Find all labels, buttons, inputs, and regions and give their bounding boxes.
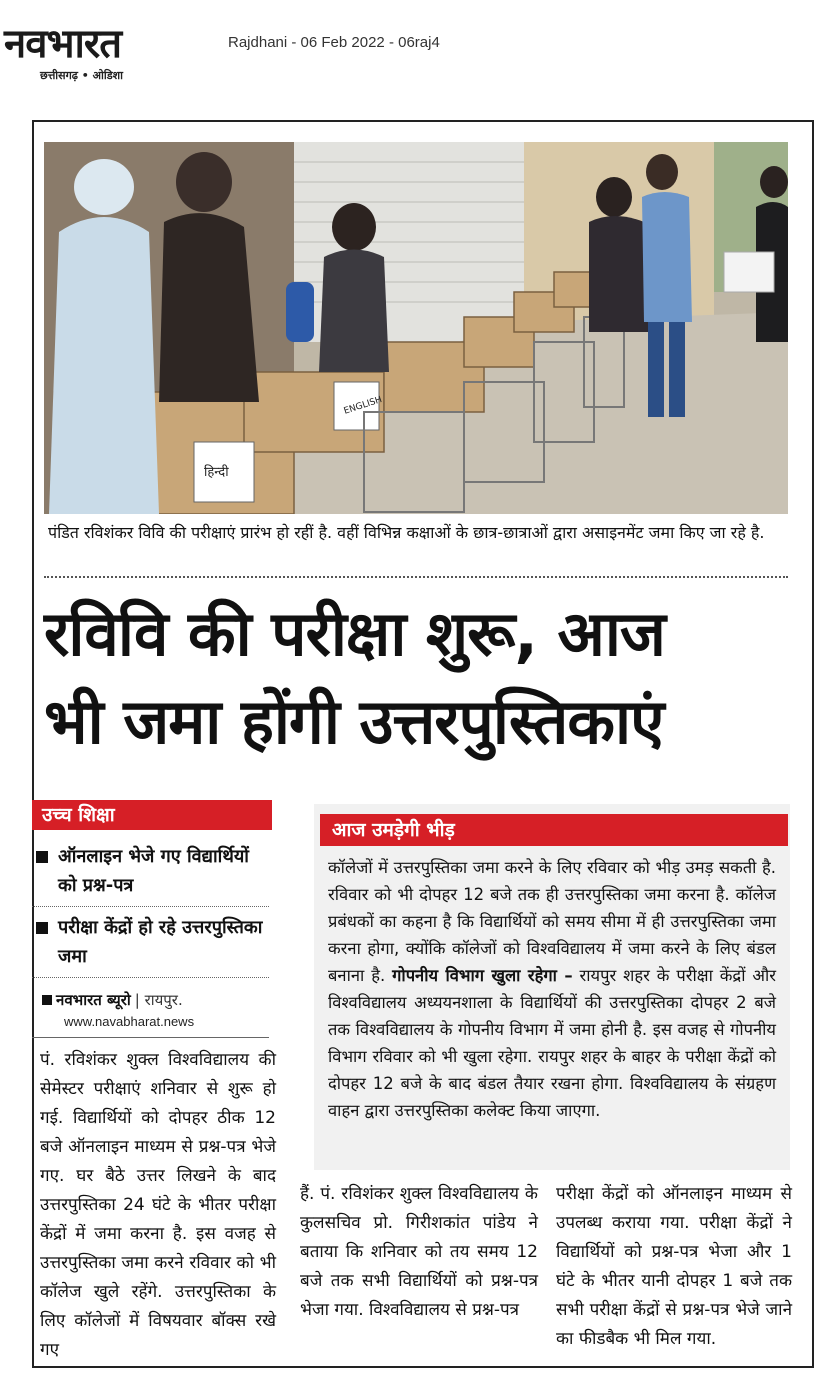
highlight-text: ऑनलाइन भेजे गए विद्यार्थियों को प्रश्न-पत्र: [58, 846, 249, 896]
sign-english: ENGLISH: [342, 394, 384, 417]
masthead: [0, 0, 822, 112]
section-tag: उच्च शिक्षा: [32, 800, 272, 830]
side-story-subhead: गोपनीय विभाग खुला रहेगा –: [392, 966, 573, 985]
edition-info: Rajdhani - 06 Feb 2022 - 06raj4: [228, 34, 440, 51]
highlights-list: [32, 836, 277, 978]
highlight-text: परीक्षा केंद्रों हो रहे उत्तरपुस्तिका जमा: [58, 917, 263, 967]
article-paragraph-left: पं. रविशंकर शुक्ल विश्वविद्यालय की सेमेस्टर परीक्षाएं शनिवार से शुरू हो गई. विद्यार्थियों को दोपहर ठीक 12 बजे ऑनलाइन माध्यम से प्रश्न-पत्र भेजे गए. घर बैठे उत्तर लिखने के बाद उत्तरपुस्तिका 24 घंटे के भीतर परीक्षा केंद्रों में जमा करना है. इस वजह से उत्तरपुस्तिका जमा करने रविवार को भी कॉलेज खुले रहेंगे. उत्तरपुस्तिका के लिए कॉलेजों में विषयवार बॉक्स रखे गए: [40, 1050, 276, 1360]
article-paragraph-middle: हैं. पं. रविशंकर शुक्ल विश्वविद्यालय के कुलसचिव प्रो. गिरीशकांत पांडेय ने बताया कि शनिवार को तय समय 12 बजे तक सभी विद्यार्थियों को प्रश्न-पत्र भेजा गया. विश्वविद्यालय से प्रश्न-पत्र: [300, 1184, 538, 1320]
bullet-square-icon: [36, 922, 48, 934]
side-story-text: [322, 854, 782, 1124]
sidebar: [32, 800, 277, 1038]
logo-subtitle: छत्तीसगढ़ • ओडिशा: [40, 69, 123, 82]
side-story-text-1: कॉलेजों में उत्तरपुस्तिका जमा करने के लिए रविवार को भीड़ उमड़ सकती है. रविवार को भी दोपहर 12 बजे तक ही उत्तरपुस्तिका जमा करना है. कॉलेज प्रबंधकों का कहना है कि विद्यार्थियों को समय सीमा में ही उत्तरपुस्तिका जमा करना होगा, क्योंकि कॉलेजों को विश्वविद्यालय में जमा करने के लिए बंडल बनाना है.: [328, 858, 776, 985]
byline-divider: [32, 1037, 269, 1038]
headline-line-1: रविवि की परीक्षा शुरू, आज: [44, 597, 665, 670]
byline-square-icon: [42, 995, 52, 1005]
newspaper-logo: [4, 22, 209, 92]
article-paragraph-right: परीक्षा केंद्रों को ऑनलाइन माध्यम से उपलब्ध कराया गया. परीक्षा केंद्रों ने विद्यार्थियों को प्रश्न-पत्र भेजा और 1 घंटे के भीतर यानी दोपहर 1 बजे तक सभी परीक्षा केंद्रों से प्रश्न-पत्र भेजे जाने का फीडबैक भी मिल गया.: [556, 1184, 792, 1349]
bureau-name: नवभारत ब्यूरो: [56, 991, 131, 1009]
bureau-city: | रायपुर.: [134, 991, 183, 1009]
caption-divider: [44, 576, 788, 578]
sign-hindi: हिन्दी: [204, 465, 229, 480]
headline-line-2: भी जमा होंगी उत्तरपुस्तिकाएं: [44, 685, 664, 758]
bullet-square-icon: [36, 851, 48, 863]
side-story-tag: आज उमड़ेगी भीड़: [320, 814, 788, 846]
byline: [32, 990, 277, 1010]
logo-name: नवभारत: [4, 21, 122, 67]
highlight-item: [32, 836, 269, 907]
photo-caption: पंडित रविशंकर विवि की परीक्षाएं प्रारंभ हो रहीं है. वहीं विभिन्न कक्षाओं के छात्र-छात्राओं द्वारा असाइनमेंट जमा किए जा रहे है.: [48, 523, 765, 542]
side-story-box: [314, 804, 790, 1170]
website-link[interactable]: www.navabharat.news: [64, 1014, 195, 1029]
news-photo: [44, 142, 788, 514]
highlight-item: [32, 907, 269, 978]
side-story-text-2: रायपुर शहर के परीक्षा केंद्रों और विश्वविद्यालय अध्ययनशाला के विद्यार्थियों की उत्तरपुस्तिका दोपहर 2 बजे तक विश्वविद्यालय के गोपनीय विभाग में जमा होनी है. इस वजह से गोपनीय विभाग रविवार को भी खुला रहेगा. रायपुर शहर के बाहर के परीक्षा केंद्रों को दोपहर 12 बजे के बाद बंडल तैयार रखना होगा. विश्वविद्यालय के संग्रहण वाहन द्वारा उत्तरपुस्तिका कलेक्ट किया जाएगा.: [328, 966, 777, 1120]
photo-illustration: [44, 142, 788, 514]
headline: [44, 590, 804, 766]
